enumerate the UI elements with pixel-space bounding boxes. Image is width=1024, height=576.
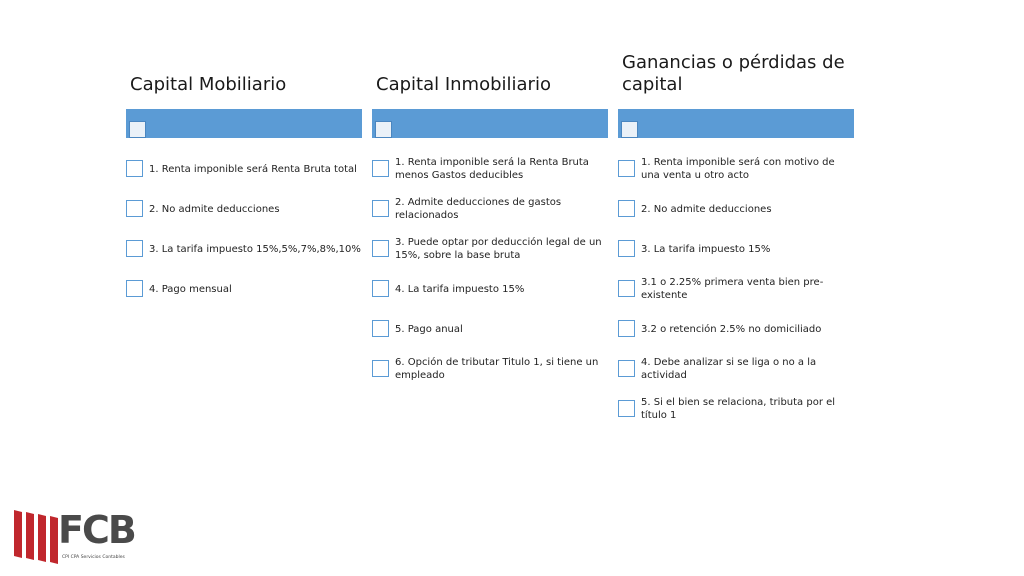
list-item-text: 4. Pago mensual — [149, 283, 232, 295]
list-item-text: 1. Renta imponible será con motivo de una venta u otro acto — [641, 157, 835, 181]
checkbox-icon — [126, 240, 143, 257]
list-item — [618, 309, 854, 349]
column-capital-mobiliario — [126, 0, 362, 576]
list-item — [126, 269, 362, 309]
checkbox-icon — [618, 160, 635, 177]
logo-tagline: CPI CPA Servicios Contables — [62, 555, 125, 560]
column-capital-inmobiliario — [372, 0, 608, 576]
list-item-text: 3.2 o retención 2.5% no domiciliado — [641, 323, 822, 335]
column-title: Ganancias o pérdidas de capital — [622, 52, 845, 95]
list-item-text: 3.1 o 2.25% primera venta bien pre-existente — [641, 277, 824, 301]
list-item-text: 5. Si el bien se relaciona, tributa por el título 1 — [641, 397, 836, 421]
checkbox-icon — [618, 320, 635, 337]
list-item-text: 5. Pago anual — [395, 323, 463, 335]
list-item-text: 3. Puede optar por deducción legal de un 15%, sobre la base bruta — [395, 237, 602, 261]
list-item-text: 2. No admite deducciones — [149, 203, 280, 215]
list-item — [126, 229, 362, 269]
checkbox-icon — [372, 280, 389, 297]
column-title: Capital Inmobiliario — [376, 74, 551, 95]
list-item — [618, 229, 854, 269]
list-item — [126, 149, 362, 189]
checkbox-icon — [618, 360, 635, 377]
checkbox-icon — [126, 160, 143, 177]
checkbox-icon — [372, 160, 389, 177]
list-item — [618, 349, 854, 389]
checkbox-icon — [618, 400, 635, 417]
list-item — [372, 189, 608, 229]
checkbox-icon — [618, 280, 635, 297]
checkbox-icon — [618, 200, 635, 217]
list-item — [372, 149, 608, 189]
list-item — [126, 189, 362, 229]
checkbox-icon — [618, 240, 635, 257]
checkbox-icon — [126, 200, 143, 217]
column-title: Capital Mobiliario — [130, 74, 287, 95]
list-item-text: 6. Opción de tributar Titulo 1, si tiene un empleado — [395, 357, 599, 381]
list-item-text: 1. Renta imponible será Renta Bruta total — [149, 163, 357, 175]
checkbox-icon — [126, 280, 143, 297]
column-header-bar — [618, 109, 854, 138]
column-header-bar — [126, 109, 362, 138]
list-item — [618, 269, 854, 309]
list-item-text: 2. Admite deducciones de gastos relacionados — [395, 197, 562, 221]
list-item — [372, 309, 608, 349]
list-item — [372, 269, 608, 309]
list-item — [618, 389, 854, 429]
column-ganancias-perdidas — [618, 0, 854, 576]
header-box-icon — [129, 121, 146, 138]
checkbox-icon — [372, 240, 389, 257]
checkbox-icon — [372, 360, 389, 377]
list-item — [618, 149, 854, 189]
list-item-text: 4. Debe analizar si se liga o no a la actividad — [641, 357, 817, 381]
header-box-icon — [375, 121, 392, 138]
list-item — [372, 229, 608, 269]
list-item-text: 3. La tarifa impuesto 15%,5%,7%,8%,10% — [149, 243, 361, 255]
header-box-icon — [621, 121, 638, 138]
list-item — [618, 189, 854, 229]
checkbox-icon — [372, 200, 389, 217]
logo-letters: FCB — [58, 508, 135, 552]
list-item-text: 4. La tarifa impuesto 15% — [395, 283, 525, 295]
checkbox-icon — [372, 320, 389, 337]
column-header-bar — [372, 109, 608, 138]
list-item-text: 2. No admite deducciones — [641, 203, 772, 215]
list-item-text: 3. La tarifa impuesto 15% — [641, 243, 771, 255]
list-item-text: 1. Renta imponible será la Renta Bruta menos Gastos deducibles — [395, 157, 589, 181]
list-item — [372, 349, 608, 389]
